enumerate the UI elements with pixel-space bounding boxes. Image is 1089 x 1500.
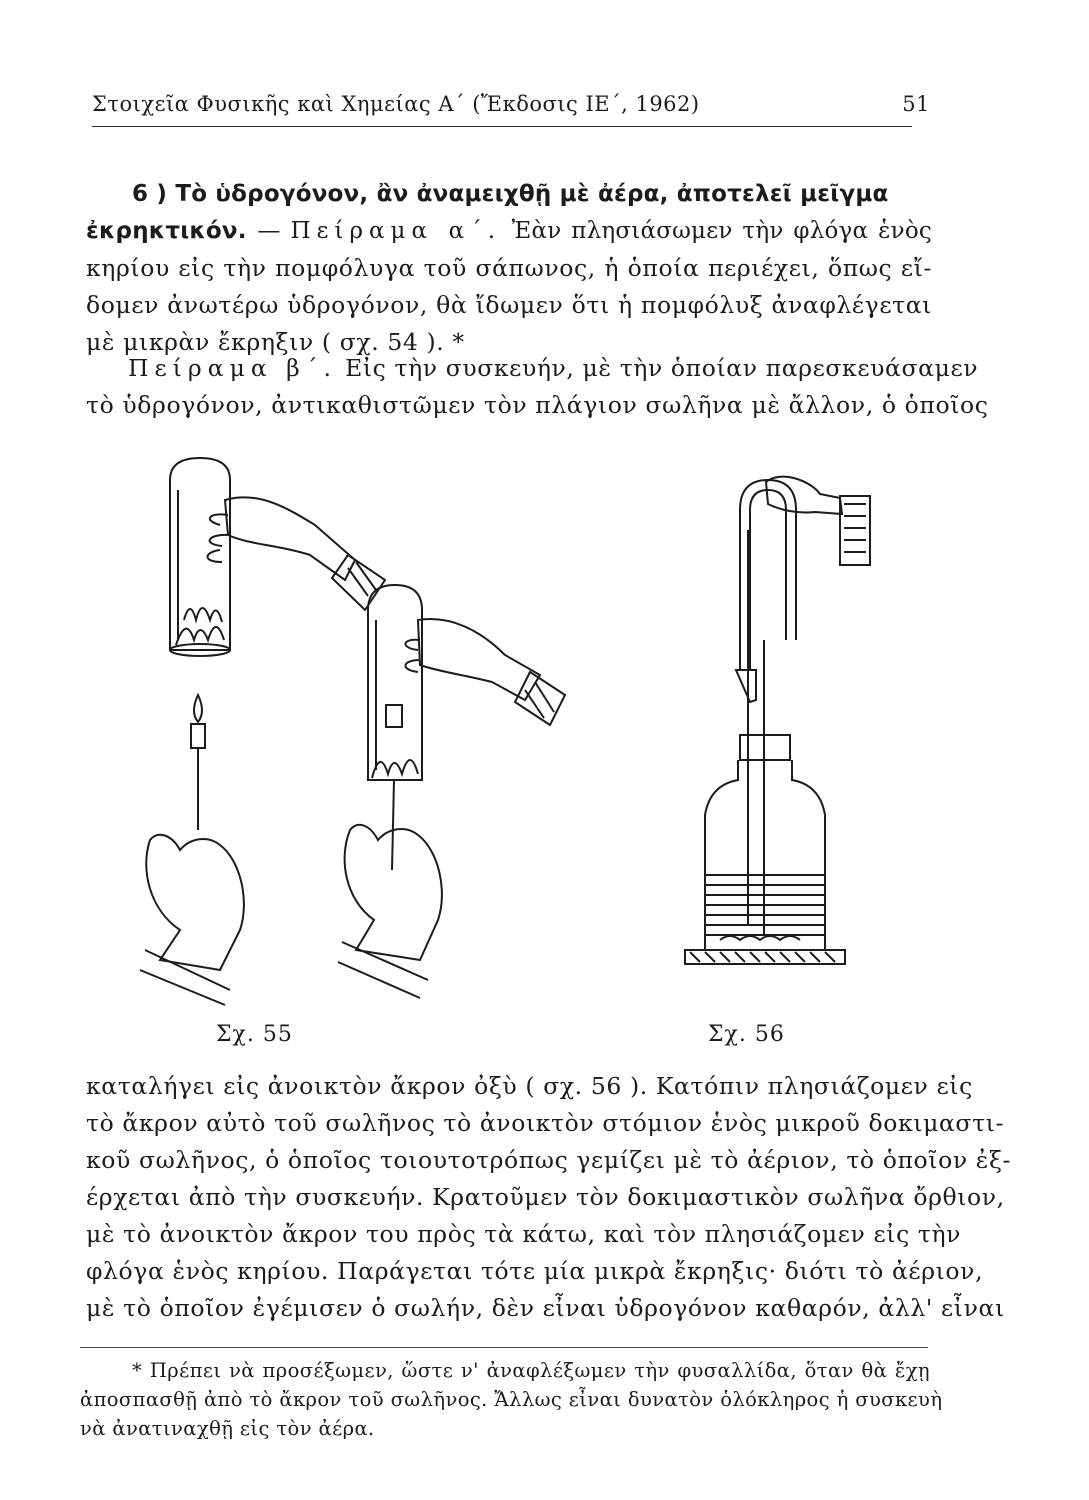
experiment-a-line-1: Ἐὰν πλησιάσωμεν τὴν φλόγα ἑνὸς (511, 218, 932, 244)
experiment-a-line-4: μὲ μικρὰν ἔκρηξιν ( σχ. 54 ). * (86, 328, 465, 356)
experiment-b-paragraph (86, 350, 989, 424)
figure-56-caption: Σχ. 56 (708, 1022, 785, 1047)
figure-56-illustration (680, 470, 880, 990)
left-test-tube (170, 458, 230, 656)
continuation-paragraph (86, 1068, 1012, 1327)
gas-bottle (685, 640, 845, 964)
section-heading-text: 6 ) Τὸ ὑδρογόνον, ἂν ἀναμειχθῇ μὲ ἀέρα, ἀποτελεῖ μεῖγμα ἐκρηκτικόν. (86, 181, 889, 244)
continuation-line-5: μὲ τὸ ἀνοικτὸν ἄκρον του πρὸς τὰ κάτω, καὶ τὸν πλησιάζομεν εἰς τὴν (86, 1220, 962, 1248)
experiment-b-line-1 (86, 350, 979, 387)
delivery-tube (736, 480, 796, 702)
continuation-line-4: έρχεται ἀπὸ τὴν συσκευήν. Κρατοῦμεν τὸν δοκιμαστικὸν σωλῆνα ὄρθιον, (86, 1183, 1005, 1211)
holding-hand-56 (766, 477, 870, 565)
right-test-tube (368, 585, 422, 870)
page-number: 51 (902, 92, 930, 116)
continuation-line-7: μὲ τὸ ὁποῖον ἐγέμισεν ὁ σωλήν, δὲν εἶναι ὑδρογόνον καθαρόν, ἀλλ' εἶναι (86, 1294, 1005, 1322)
experiment-a-line-3: δομεν ἀνωτέρω ὑδρογόνον, θὰ ἴδωμεν ὅτι ἡ πομφόλυξ ἀναφλέγεται (86, 291, 932, 319)
left-candle (191, 695, 205, 830)
experiment-a-paragraph (86, 176, 932, 361)
footnote-line-3: νὰ ἀνατιναχθῇ εἰς τὸν ἀέρα. (80, 1417, 375, 1440)
header-rule (92, 126, 912, 127)
continuation-line-3: κοῦ σωλῆνος, ὁ ὁποῖος τοιουτοτρόπως γεμίζει μὲ τὸ ἀέριον, τὸ ὁποῖον ἐξ- (86, 1146, 1012, 1174)
experiment-a-label: Πείραμα α΄. (290, 218, 502, 244)
left-holding-hand (208, 497, 386, 610)
continuation-line-2: τὸ ἄκρον αὐτὸ τοῦ σωλῆνος τὸ ἀνοικτὸν στόμιον ἑνὸς μικροῦ δοκιμαστι- (86, 1109, 1005, 1137)
footnote-line-2: ἀποσπασθῇ ἀπὸ τὸ ἄκρον τοῦ σωλῆνος. Ἄλλως εἶναι δυνατὸν ὁλόκληρος ἡ συσκευὴ (80, 1388, 943, 1411)
experiment-a-line-2: κηρίου εἰς τὴν πομφόλυγα τοῦ σάπωνος, ἡ ὁποία περιέχει, ὅπως εἴ- (86, 254, 932, 282)
footnote (80, 1356, 943, 1443)
experiment-b-line-2: τὸ ὑδρογόνον, ἀντικαθιστῶμεν τὸν πλάγιον σωλῆνα μὲ ἄλλον, ὁ ὁποῖος (86, 391, 989, 419)
running-header-title: Στοιχεῖα Φυσικῆς καὶ Χημείας Α΄ (Ἔκδοσις ΙΕ΄, 1962) (92, 92, 700, 116)
experiment-b-label: Πείραμα β΄. (128, 354, 337, 382)
experiment-b-line-1-text: Εἰς τὴν συσκευήν, μὲ τὴν ὁποίαν παρεσκευάσαμεν (345, 354, 979, 382)
figure-55-caption: Σχ. 55 (216, 1022, 293, 1047)
section-heading: 6 ) Τὸ ὑδρογόνον, ἂν ἀναμειχθῇ μὲ ἀέρα, ἀποτελεῖ μεῖγμα ἐκρηκτικόν. — Πείραμα α΄. Ἐὰν πλησιάσωμεν τὴν φλόγα ἑνὸς (86, 181, 932, 244)
figure-55-illustration (120, 450, 590, 1010)
footnote-rule (80, 1347, 928, 1348)
continuation-line-6: φλόγα ἑνὸς κηρίου. Παράγεται τότε μία μικρὰ ἔκρηξις· διότι τὸ ἀέριον, (86, 1257, 984, 1285)
footnote-line-1: * Πρέπει νὰ προσέξωμεν, ὥστε ν' ἀναφλέξωμεν τὴν φυσαλλίδα, ὅταν θὰ ἔχῃ (132, 1359, 930, 1382)
right-lower-hand (338, 825, 442, 998)
continuation-line-1: καταλήγει εἰς ἀνοικτὸν ἄκρον ὀξὺ ( σχ. 56 ). Κατόπιν πλησιάζομεν εἰς (86, 1072, 973, 1100)
left-lower-hand (140, 835, 244, 1005)
right-holding-hand (405, 619, 565, 725)
